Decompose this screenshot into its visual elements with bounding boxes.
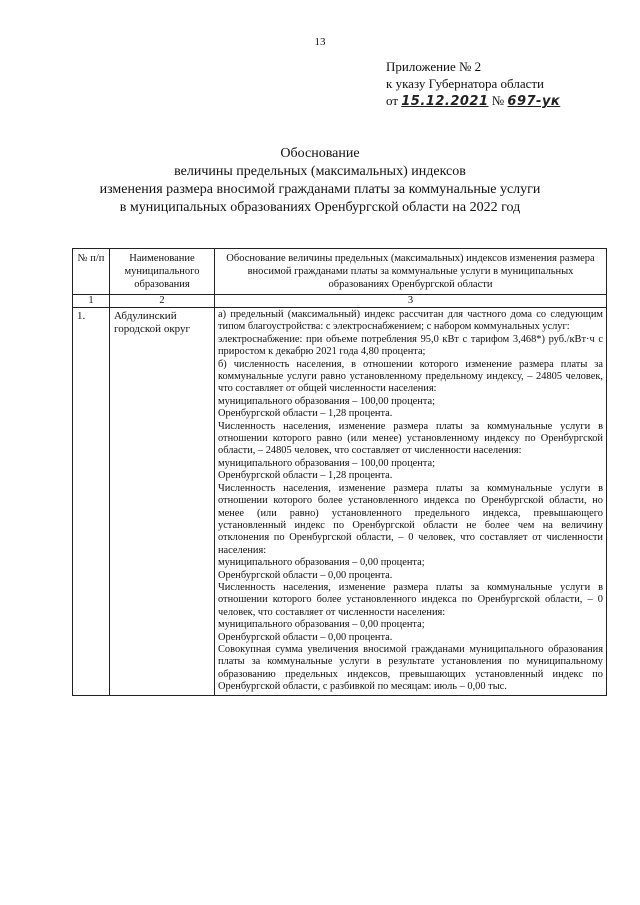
appendix-block [386, 58, 560, 110]
header-number: № п/п [73, 249, 110, 295]
title-line-4: в муниципальных образованиях Оренбургской области на 2022 год [119, 200, 521, 215]
paragraph: Совокупная сумма увеличения вносимой гражданами муниципального образования платы за коммунальные услуги в результате установления по муниципальному образованию предельных индексов, превышающих установленный индекс по Оренбургской области, с разбивкой по месяцам: июль – 0,00 тыс. [218, 643, 603, 693]
title-line-2: величины предельных (максимальных) индексов [174, 164, 466, 179]
appendix-title: Приложение № 2 [386, 59, 482, 74]
row-number: 1. [73, 308, 110, 696]
paragraph: электроснабжение: при объеме потребления 95,0 кВт с тарифом 3,468*) руб./кВт·ч с приростом к декабрю 2021 года 4,80 процента; [218, 333, 603, 358]
decree-date: 15.12.2021 [401, 94, 489, 109]
table-row [73, 308, 607, 696]
paragraph: а) предельный (максимальный) индекс рассчитан для частного дома со следующим типом благоустройства: с электроснабжением; с набором коммунальных услуг: [218, 309, 603, 333]
paragraph: муниципального образования – 100,00 процента; [218, 395, 435, 407]
header-municipality: Наименование муниципального образования [110, 249, 215, 295]
title-line-1: Обоснование [280, 146, 360, 161]
column-number-3: 3 [215, 295, 607, 308]
paragraph: Численность населения, изменение размера платы за коммунальные услуги в отношении которого равно (или менее) установленному индексу по Оренбургской области, – 24805 человек, что составляет от численности населения: [218, 420, 603, 457]
paragraph: муниципального образования – 0,00 процента; [218, 619, 425, 631]
title-line-3: изменения размера вносимой гражданами платы за коммунальные услуги [99, 182, 541, 197]
column-number-row [73, 295, 607, 308]
paragraph: муниципального образования – 0,00 процента; [218, 557, 425, 569]
table-header-row [73, 249, 607, 295]
number-prefix: № [491, 93, 505, 108]
column-number-2: 2 [110, 295, 215, 308]
appendix-date-line [386, 92, 560, 110]
header-justification: Обоснование величины предельных (максимальных) индексов изменения размера вносимой гражданами платы за коммунальные услуги в муниципальных образованиях Оренбургской области [215, 249, 607, 295]
paragraph: Численность населения, изменение размера платы за коммунальные услуги в отношении которого более установленного индекса по Оренбургской области, – 0 человек, что составляет от численности населения: [218, 581, 603, 618]
paragraph: Оренбургской области – 1,28 процента. [218, 408, 393, 420]
paragraph: б) численность населения, в отношении которого изменение размера платы за коммунальные услуги равно установленному предельному индексу, – 24805 человек, что составляет от общей численности населения: [218, 358, 603, 395]
paragraph: Оренбургской области – 0,00 процента. [218, 631, 393, 643]
paragraph: муниципального образования – 100,00 процента; [218, 457, 435, 469]
paragraph: Оренбургской области – 0,00 процента. [218, 569, 393, 581]
paragraph: Оренбургской области – 1,28 процента. [218, 470, 393, 482]
paragraph: Численность населения, изменение размера платы за коммунальные услуги в отношении которого более установленного индекса по Оренбургской области, но менее (или равно) установленного предельного индекса, превышающего установленный индекс по Оренбургской области не более чем на величину отклонения по Оренбургской области, – 0 человек, что составляет от численности населения: [218, 482, 603, 556]
column-number-1: 1 [73, 295, 110, 308]
justification-text [215, 308, 607, 696]
date-prefix: от [386, 93, 399, 108]
decree-number: 697-ук [507, 94, 561, 109]
municipality-name: Абдулинский городской округ [110, 308, 215, 696]
appendix-decree: к указу Губернатора области [386, 76, 545, 91]
document-title [0, 145, 640, 217]
page-number: 13 [314, 36, 326, 48]
justification-table [72, 248, 607, 696]
